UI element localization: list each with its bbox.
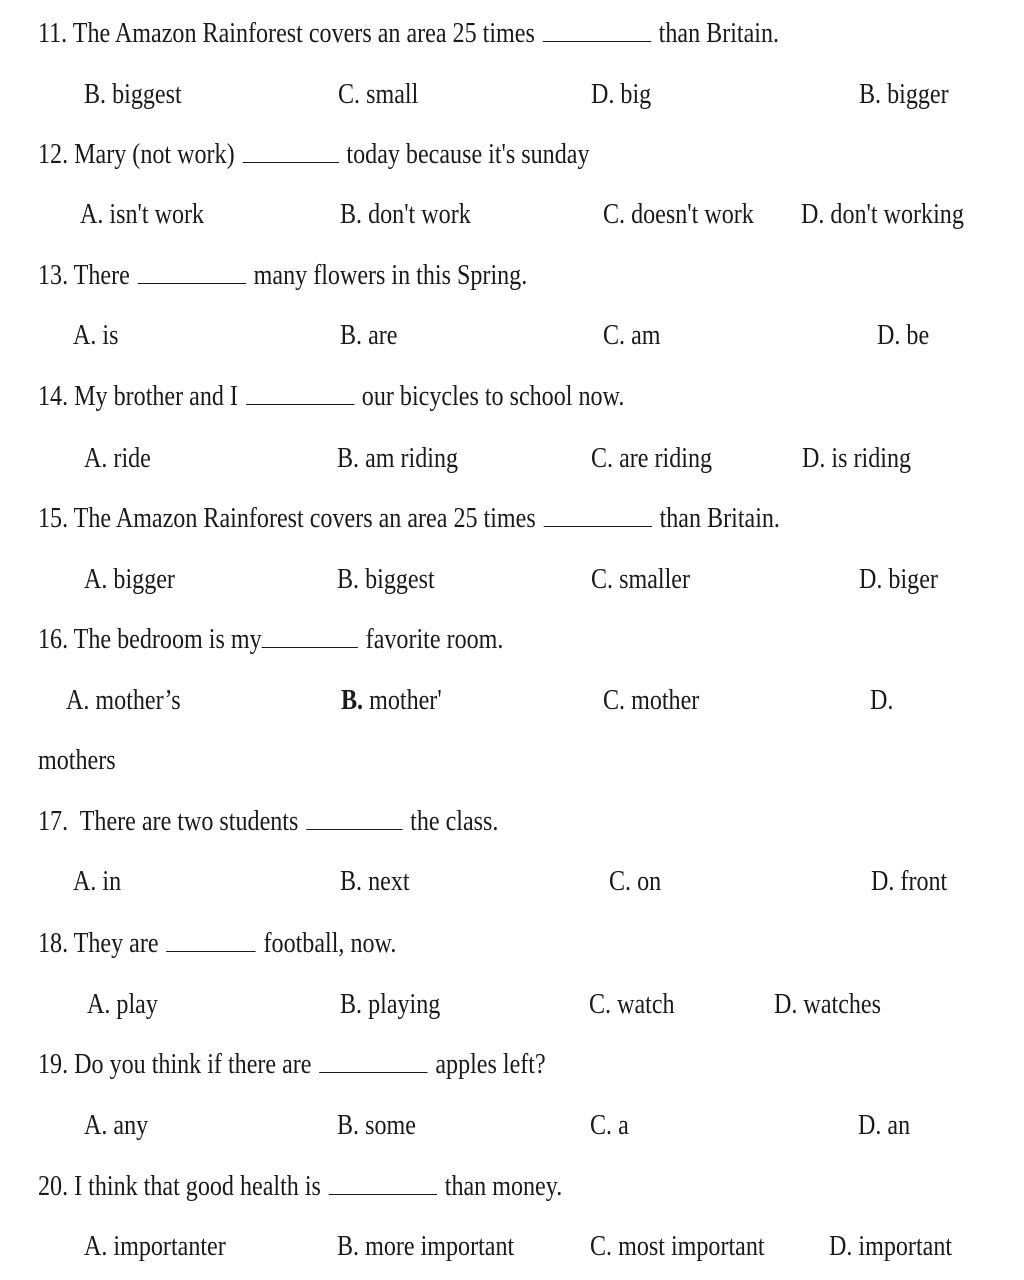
question-stem: 17. There are two students	[38, 806, 299, 837]
question-stem: 16. The bedroom is my	[38, 624, 262, 655]
option-15-a: A. bigger	[84, 564, 175, 595]
option-12-c: C. doesn't work	[603, 199, 754, 230]
answer-blank	[543, 15, 651, 42]
option-12-b: B. don't work	[340, 199, 471, 230]
option-20-d: D. important	[829, 1231, 953, 1262]
question-17	[38, 802, 498, 842]
option-13-c: C. am	[603, 320, 661, 351]
option-18-a: A. play	[87, 989, 158, 1020]
option-17-c: C. on	[609, 866, 662, 897]
question-15	[38, 499, 780, 539]
answer-blank	[329, 1168, 437, 1195]
option-14-b: B. am riding	[337, 443, 459, 474]
question-stem: 12. Mary (not work)	[38, 139, 235, 170]
answer-blank	[242, 136, 338, 163]
option-13-a: A. is	[73, 320, 119, 351]
answer-blank	[319, 1046, 427, 1073]
option-15-c: C. smaller	[591, 564, 690, 595]
option-19-b: B. some	[337, 1110, 416, 1141]
option-11-d: B. bigger	[859, 79, 949, 110]
question-13	[38, 256, 527, 296]
option-16-a: A. mother’s	[66, 685, 181, 716]
option-text: mother'	[369, 685, 442, 716]
question-stem: today because it's sunday	[346, 139, 590, 170]
question-14	[38, 377, 624, 417]
answer-blank	[138, 257, 246, 284]
option-14-c: C. are riding	[591, 443, 713, 474]
option-letter: B.	[341, 685, 364, 716]
question-stem: than Britain.	[659, 503, 780, 534]
question-stem: the class.	[410, 806, 499, 837]
question-stem: 20. I think that good health is	[38, 1171, 321, 1202]
question-19	[38, 1045, 546, 1085]
question-stem: our bicycles to school now.	[361, 381, 625, 412]
answer-blank	[306, 803, 402, 830]
question-stem: 18. They are	[38, 928, 159, 959]
option-17-d: D. front	[871, 866, 948, 897]
option-16-d: D.	[870, 685, 894, 716]
option-11-c: D. big	[591, 79, 652, 110]
question-stem: many flowers in this Spring.	[253, 260, 528, 291]
option-12-a: A. isn't work	[80, 199, 205, 230]
option-20-b: B. more important	[337, 1231, 515, 1262]
answer-blank	[166, 925, 255, 952]
option-20-c: C. most important	[590, 1231, 765, 1262]
option-11-a: B. biggest	[84, 79, 182, 110]
option-17-a: A. in	[73, 866, 122, 897]
question-stem: 11. The Amazon Rainforest covers an area 25 times	[38, 18, 535, 49]
option-19-c: C. a	[590, 1110, 629, 1141]
question-stem: than money.	[444, 1171, 563, 1202]
question-stem: 14. My brother and I	[38, 381, 238, 412]
option-18-b: B. playing	[340, 989, 441, 1020]
option-15-d: D. biger	[859, 564, 938, 595]
question-20	[38, 1167, 562, 1207]
option-19-a: A. any	[84, 1110, 149, 1141]
question-stem: 19. Do you think if there are	[38, 1049, 312, 1080]
option-12-d: D. don't working	[801, 199, 964, 230]
option-11-b: C. small	[338, 79, 419, 110]
question-stem: football, now.	[263, 928, 397, 959]
answer-blank	[246, 378, 354, 405]
answer-blank	[262, 621, 358, 648]
question-stem: 13. There	[38, 260, 130, 291]
question-12	[38, 135, 589, 175]
option-16-d-text: mothers	[38, 745, 116, 776]
question-11	[38, 14, 779, 54]
option-20-a: A. importanter	[84, 1231, 226, 1262]
question-stem: than Britain.	[658, 18, 780, 49]
option-13-b: B. are	[340, 320, 398, 351]
option-15-b: B. biggest	[337, 564, 435, 595]
question-stem: 15. The Amazon Rainforest covers an area 25 times	[38, 503, 536, 534]
question-stem: apples left?	[435, 1049, 546, 1080]
option-19-d: D. an	[858, 1110, 911, 1141]
question-16	[38, 620, 503, 660]
option-18-d: D. watches	[774, 989, 881, 1020]
option-16-b	[341, 681, 442, 721]
option-18-c: C. watch	[589, 989, 675, 1020]
option-14-d: D. is riding	[802, 443, 912, 474]
option-13-d: D. be	[877, 320, 930, 351]
question-stem: favorite room.	[365, 624, 504, 655]
option-16-c: C. mother	[603, 685, 700, 716]
answer-blank	[543, 500, 651, 527]
option-14-a: A. ride	[84, 443, 151, 474]
option-17-b: B. next	[340, 866, 410, 897]
question-18	[38, 924, 396, 964]
